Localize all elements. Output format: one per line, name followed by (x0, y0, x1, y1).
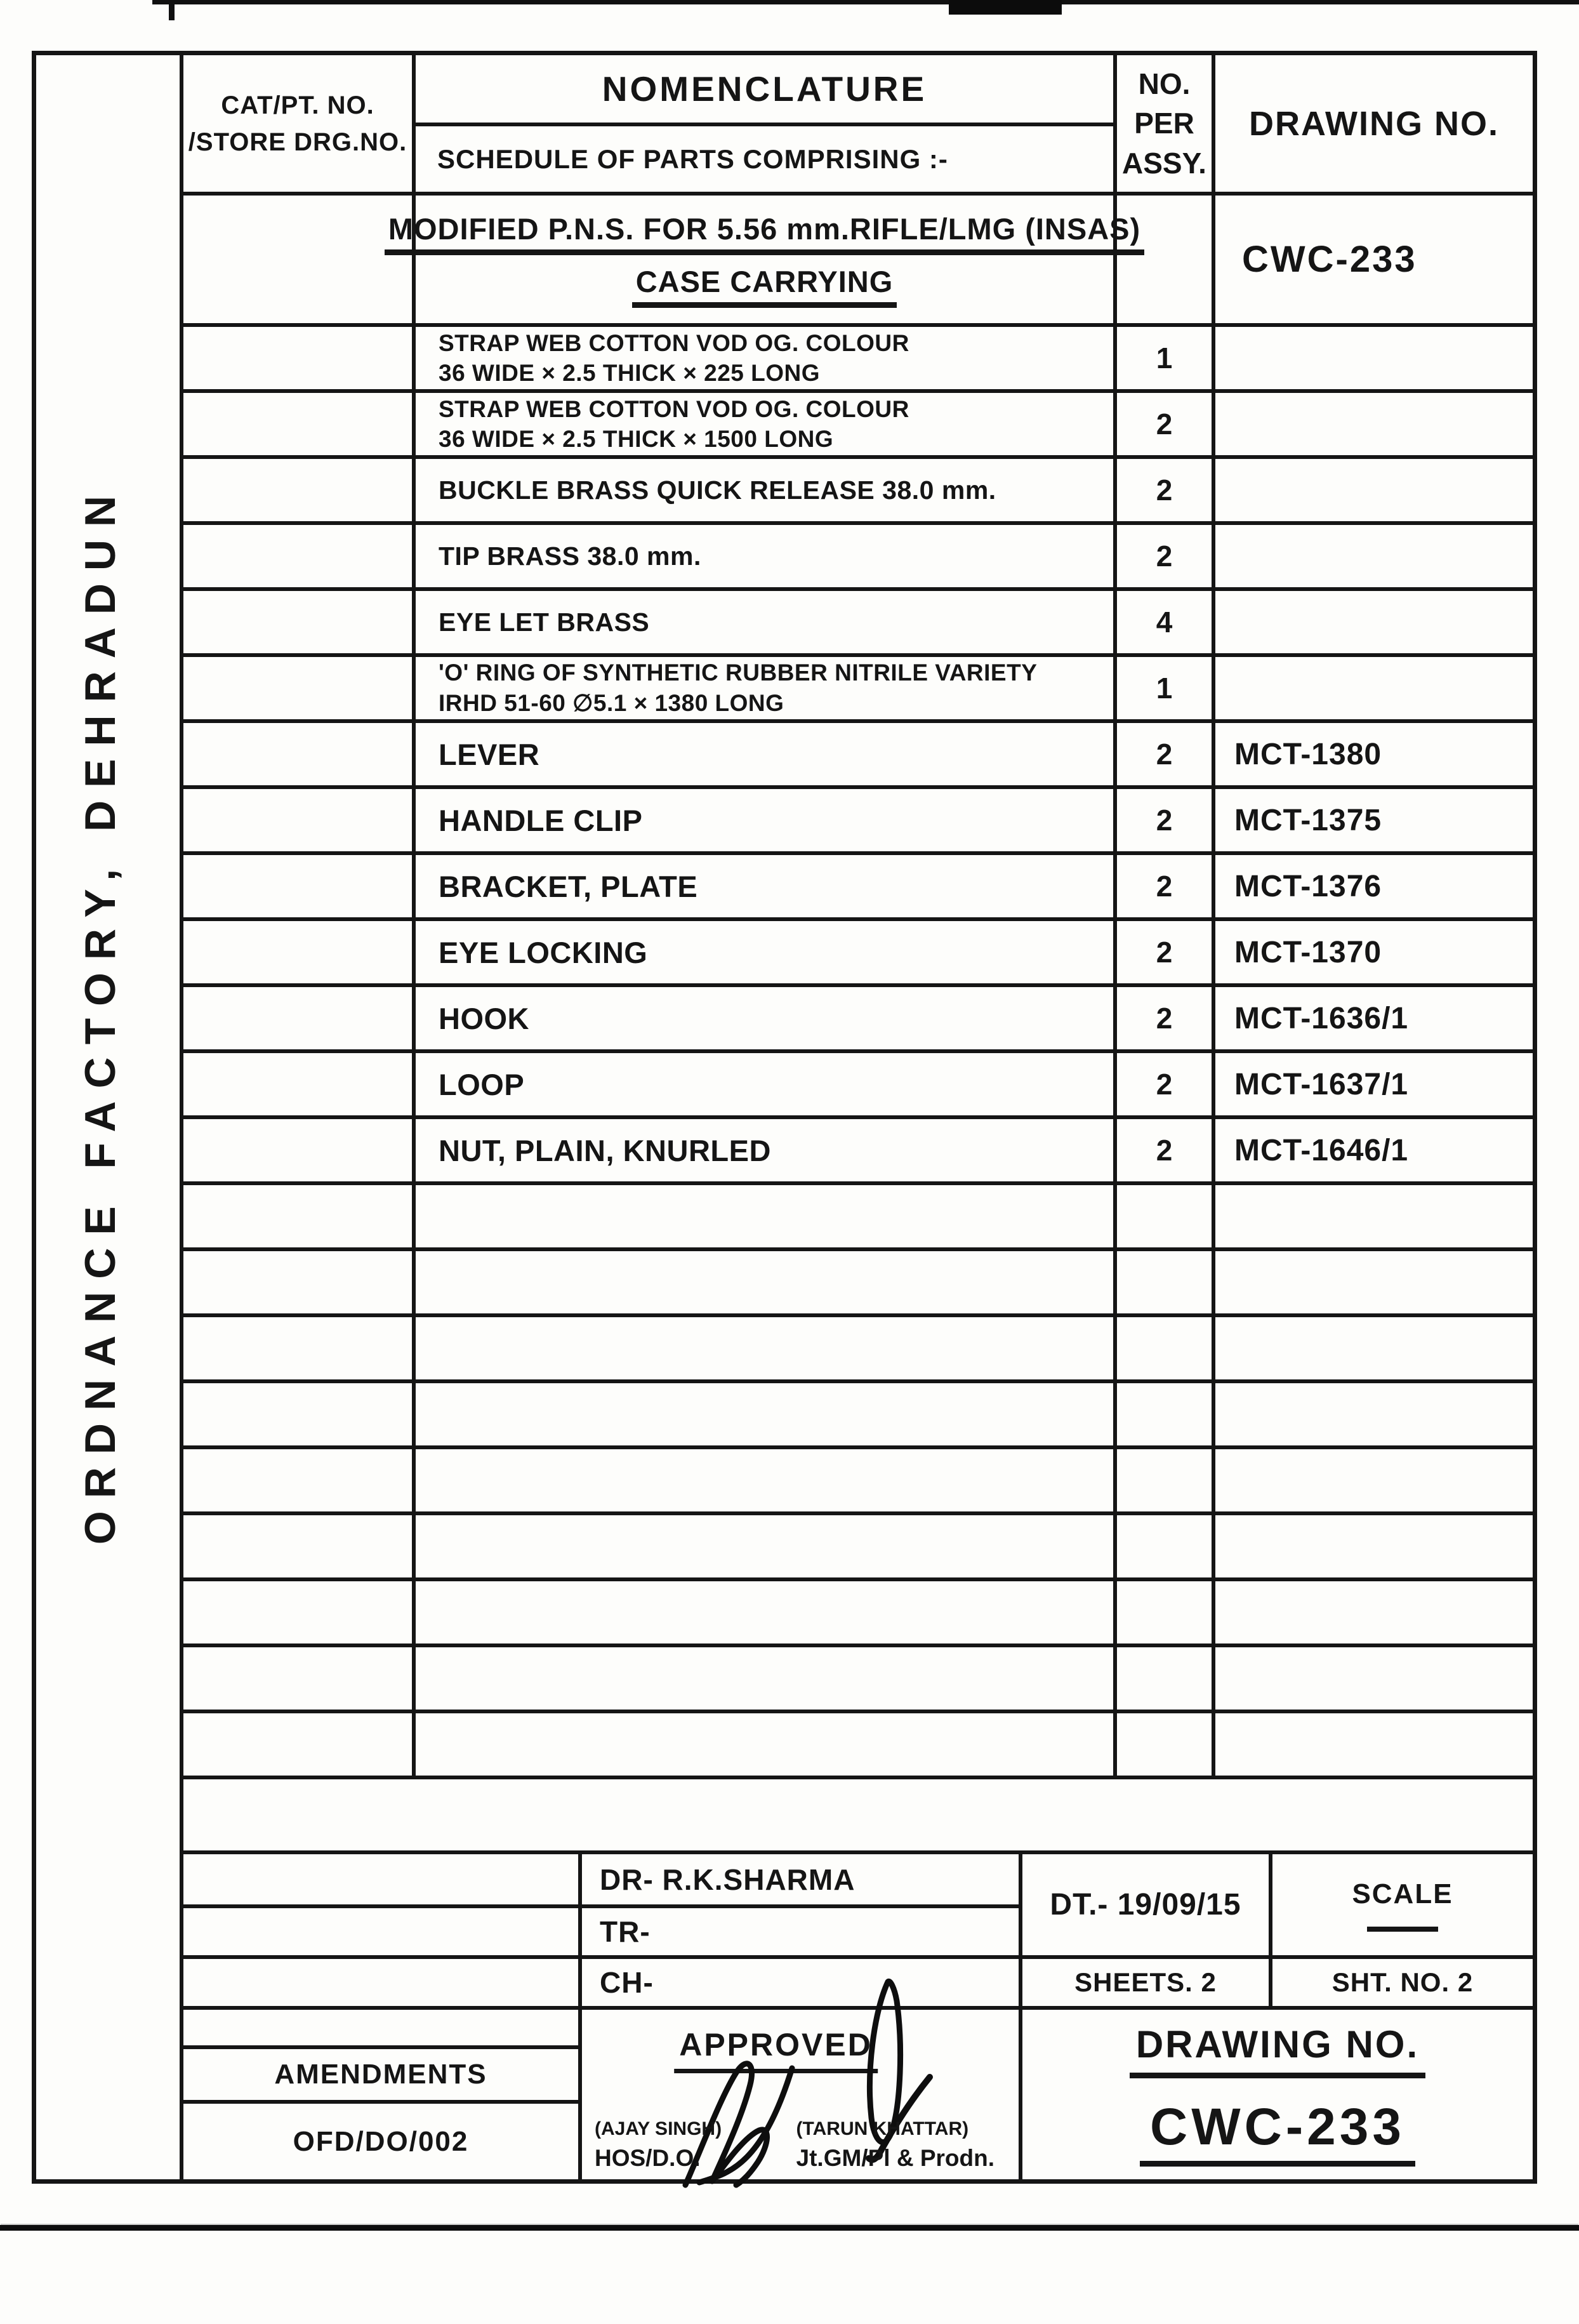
schedule-row (183, 1383, 1533, 1449)
title-block-left-cell-2 (183, 1908, 582, 1959)
part-drawing-no-cell (1215, 1317, 1533, 1379)
part-name-cell (416, 393, 1117, 455)
scan-artifact-top-blob (949, 0, 1062, 15)
part-name-cell (416, 1317, 1117, 1379)
cat-pt-no-cell (183, 987, 416, 1049)
part-name-cell (416, 1185, 1117, 1247)
part-drawing-no-cell (1215, 1383, 1533, 1445)
part-drawing-no-cell (1215, 1647, 1533, 1710)
qty-per-assy-cell: 4 (1117, 591, 1215, 653)
spacer-band (183, 1779, 1533, 1854)
part-drawing-no-cell: MCT-1637/1 (1234, 1067, 1409, 1101)
part-name-cell (416, 1449, 1117, 1511)
schedule-row (183, 525, 1533, 591)
part-name-line: STRAP WEB COTTON VOD OG. COLOUR (439, 329, 909, 356)
signature-title: Jt.GM/Pl & Prodn. (796, 2145, 994, 2171)
part-name-cell (416, 327, 1117, 389)
part-name-line: 36 WIDE × 2.5 THICK × 1500 LONG (439, 425, 834, 452)
assembly-title-line2: CASE CARRYING (632, 264, 897, 308)
qty-per-assy-cell: 2 (1117, 459, 1215, 521)
scan-artifact-tick (169, 0, 175, 20)
cat-pt-no-cell (183, 1581, 416, 1643)
schedule-row (183, 921, 1533, 987)
part-drawing-no-cell: MCT-1636/1 (1234, 1001, 1409, 1035)
signature-title: HOS/D.O. (595, 2145, 701, 2171)
part-drawing-no-cell: MCT-1375 (1234, 803, 1382, 837)
part-name-line: HOOK (439, 1001, 529, 1035)
drawing-no-value: CWC-233 (1140, 2097, 1415, 2167)
part-name-cell (416, 1581, 1117, 1643)
schedule-row (183, 1119, 1533, 1185)
cat-pt-no-cell (183, 1383, 416, 1445)
qty-header-line3: ASSY. (1122, 146, 1206, 180)
part-drawing-no-cell (1215, 591, 1533, 653)
part-name-cell (416, 459, 1117, 521)
qty-per-assy-cell (1117, 1317, 1215, 1379)
schedule-table (183, 55, 1533, 2179)
signature-name: (TARUN KHATTAR) (796, 2118, 969, 2139)
checked-by-cell: CH- (582, 1959, 1022, 2010)
part-name-line: LEVER (439, 737, 540, 771)
part-name-line: EYE LET BRASS (439, 607, 650, 637)
part-name-line: NUT, PLAIN, KNURLED (439, 1133, 771, 1167)
cat-pt-no-cell (183, 1515, 416, 1577)
drawn-by-cell: DR- R.K.SHARMA (582, 1854, 1022, 1908)
scan-artifact-bottom-line (0, 2225, 1579, 2231)
part-name-cell (416, 657, 1117, 719)
schedule-row (183, 1251, 1533, 1317)
qty-per-assy-cell: 2 (1117, 1053, 1215, 1115)
cat-pt-no-cell (183, 1713, 416, 1776)
qty-per-assy-cell: 2 (1117, 525, 1215, 587)
schedule-row (183, 1185, 1533, 1251)
schedule-row (183, 657, 1533, 723)
cat-pt-no-cell (183, 1647, 416, 1710)
qty-per-assy-cell (1117, 1383, 1215, 1445)
assembly-cat-cell (183, 196, 416, 323)
part-drawing-no-cell (1215, 459, 1533, 521)
part-drawing-no-cell (1215, 1515, 1533, 1577)
schedule-row (183, 723, 1533, 789)
cat-header-line1: CAT/PT. NO. (221, 91, 374, 119)
schedule-row (183, 1053, 1533, 1119)
assembly-drawing-no: CWC-233 (1242, 239, 1417, 280)
cat-pt-no-cell (183, 723, 416, 785)
cat-pt-no-cell (183, 921, 416, 983)
part-name-cell (416, 1251, 1117, 1313)
part-drawing-no-cell (1215, 1251, 1533, 1313)
qty-per-assy-cell: 1 (1117, 657, 1215, 719)
table-header-row (183, 55, 1533, 196)
assembly-title-row (183, 196, 1533, 327)
schedule-row (183, 393, 1533, 459)
schedule-row (183, 1581, 1533, 1647)
qty-per-assy-cell: 2 (1117, 789, 1215, 851)
qty-per-assy-cell (1117, 1449, 1215, 1511)
part-name-line: STRAP WEB COTTON VOD OG. COLOUR (439, 395, 909, 422)
part-name-line: 36 WIDE × 2.5 THICK × 225 LONG (439, 359, 821, 386)
signature-caption-right (796, 2118, 994, 2172)
assembly-title-line1: MODIFIED P.N.S. FOR 5.56 mm.RIFLE/LMG (INSAS) (385, 211, 1144, 255)
qty-header-line1: NO. (1138, 67, 1191, 101)
amendment-ref: OFD/DO/002 (293, 2125, 469, 2157)
scale-label: SCALE (1352, 1878, 1453, 1909)
amendments-label: AMENDMENTS (183, 2049, 578, 2104)
cat-pt-no-cell (183, 1119, 416, 1181)
part-name-cell (416, 723, 1117, 785)
cat-pt-no-cell (183, 327, 416, 389)
qty-per-assy-cell (1117, 1713, 1215, 1776)
part-name-cell (416, 1383, 1117, 1445)
part-name-cell (416, 1647, 1117, 1710)
cat-pt-no-cell (183, 1251, 416, 1313)
part-drawing-no-cell (1215, 1185, 1533, 1247)
cat-pt-no-cell (183, 789, 416, 851)
sheets-cell: SHEETS. 2 (1022, 1959, 1272, 2010)
qty-per-assy-cell: 1 (1117, 327, 1215, 389)
parts-rows (183, 327, 1533, 1779)
cat-pt-no-cell (183, 393, 416, 455)
part-drawing-no-cell: MCT-1646/1 (1234, 1133, 1409, 1167)
cat-pt-no-header-cell (183, 55, 416, 192)
qty-per-assy-cell (1117, 1515, 1215, 1577)
schedule-row (183, 591, 1533, 657)
schedule-row (183, 459, 1533, 525)
qty-per-assy-cell (1117, 1647, 1215, 1710)
part-name-cell (416, 1053, 1117, 1115)
scale-cell (1272, 1854, 1533, 1959)
schedule-row (183, 789, 1533, 855)
schedule-row (183, 1515, 1533, 1581)
part-name-line: 'O' RING OF SYNTHETIC RUBBER NITRILE VARIETY (439, 660, 1038, 686)
nomenclature-header: NOMENCLATURE (416, 55, 1113, 126)
part-name-cell (416, 789, 1117, 851)
part-drawing-no-cell (1215, 327, 1533, 389)
qty-per-assy-cell (1117, 1185, 1215, 1247)
qty-per-assy-cell: 2 (1117, 393, 1215, 455)
schedule-row (183, 1713, 1533, 1779)
part-drawing-no-cell (1215, 1581, 1533, 1643)
part-name-line: BUCKLE BRASS QUICK RELEASE 38.0 mm. (439, 475, 996, 505)
part-name-cell (416, 1119, 1117, 1181)
part-drawing-no-cell: MCT-1380 (1234, 737, 1382, 771)
part-name-line: BRACKET, PLATE (439, 869, 698, 903)
schedule-row (183, 1317, 1533, 1383)
title-block-left-cell-1 (183, 1854, 582, 1908)
factory-name-vertical-label: ORDNANCE FACTORY, DEHRADUN (76, 482, 124, 1545)
cat-pt-no-cell (183, 591, 416, 653)
part-drawing-no-cell (1215, 393, 1533, 455)
drawing-no-header-cell: DRAWING NO. (1249, 104, 1499, 143)
sheet-no-cell: SHT. NO. 2 (1272, 1959, 1533, 2010)
qty-per-assy-cell: 2 (1117, 723, 1215, 785)
cat-pt-no-cell (183, 1449, 416, 1511)
cat-pt-no-cell (183, 525, 416, 587)
assembly-title-cell (388, 196, 1141, 323)
part-drawing-no-cell (1215, 1713, 1533, 1776)
drawing-no-block (1022, 2010, 1533, 2179)
part-drawing-no-cell (1215, 1449, 1533, 1511)
qty-header-line2: PER (1134, 107, 1194, 140)
cat-pt-no-cell (183, 657, 416, 719)
title-block (183, 1854, 1533, 2179)
part-name-line: TIP BRASS 38.0 mm. (439, 541, 701, 571)
side-strip (36, 55, 183, 2179)
schedule-subheader: SCHEDULE OF PARTS COMPRISING :- (437, 143, 948, 174)
date-cell: DT.- 19/09/15 (1022, 1854, 1272, 1959)
drawing-no-label: DRAWING NO. (1130, 2022, 1425, 2078)
signature-captions (582, 2118, 1019, 2172)
schedule-row (183, 327, 1533, 393)
nomenclature-header-cell (416, 55, 1117, 192)
qty-per-assy-cell (1117, 1251, 1215, 1313)
part-name-line: HANDLE CLIP (439, 803, 643, 837)
part-name-cell (416, 987, 1117, 1049)
amendments-spacer-cell (183, 2010, 578, 2049)
schedule-row (183, 1449, 1533, 1515)
part-name-cell (416, 1515, 1117, 1577)
signature-caption-left (595, 2118, 722, 2172)
no-per-assy-header-cell (1117, 55, 1215, 192)
cat-pt-no-cell (183, 1185, 416, 1247)
schedule-row (183, 855, 1533, 921)
amendments-column (183, 2010, 582, 2179)
cat-pt-no-cell (183, 1317, 416, 1379)
traced-by-cell: TR- (582, 1908, 1022, 1959)
cat-pt-no-cell (183, 459, 416, 521)
approved-label: APPROVED (674, 2027, 878, 2073)
qty-per-assy-cell: 2 (1117, 921, 1215, 983)
cat-pt-no-cell (183, 855, 416, 917)
part-name-cell (416, 1713, 1117, 1776)
part-name-line: IRHD 51-60 ∅5.1 × 1380 LONG (439, 690, 784, 716)
part-name-line: EYE LOCKING (439, 935, 648, 969)
schedule-row (183, 987, 1533, 1053)
approved-cell (582, 2010, 1022, 2179)
part-name-cell (416, 591, 1117, 653)
cat-pt-no-cell (183, 1053, 416, 1115)
part-drawing-no-cell (1215, 525, 1533, 587)
scan-artifact-top-line (152, 0, 1579, 4)
qty-per-assy-cell (1117, 1581, 1215, 1643)
sheet-frame (32, 51, 1537, 2184)
scale-underline (1367, 1927, 1438, 1932)
part-drawing-no-cell (1215, 657, 1533, 719)
signature-name: (AJAY SINGH) (595, 2118, 722, 2139)
part-name-cell (416, 525, 1117, 587)
qty-per-assy-cell: 2 (1117, 1119, 1215, 1181)
schedule-row (183, 1647, 1533, 1713)
qty-per-assy-cell: 2 (1117, 987, 1215, 1049)
title-block-left-cell-3 (183, 1959, 582, 2010)
part-name-line: LOOP (439, 1067, 525, 1101)
part-drawing-no-cell: MCT-1370 (1234, 935, 1382, 969)
part-drawing-no-cell: MCT-1376 (1234, 869, 1382, 903)
part-name-cell (416, 921, 1117, 983)
assembly-qty-cell (1117, 196, 1215, 323)
cat-header-line2: /STORE DRG.NO. (188, 128, 407, 156)
qty-per-assy-cell: 2 (1117, 855, 1215, 917)
part-name-cell (416, 855, 1117, 917)
